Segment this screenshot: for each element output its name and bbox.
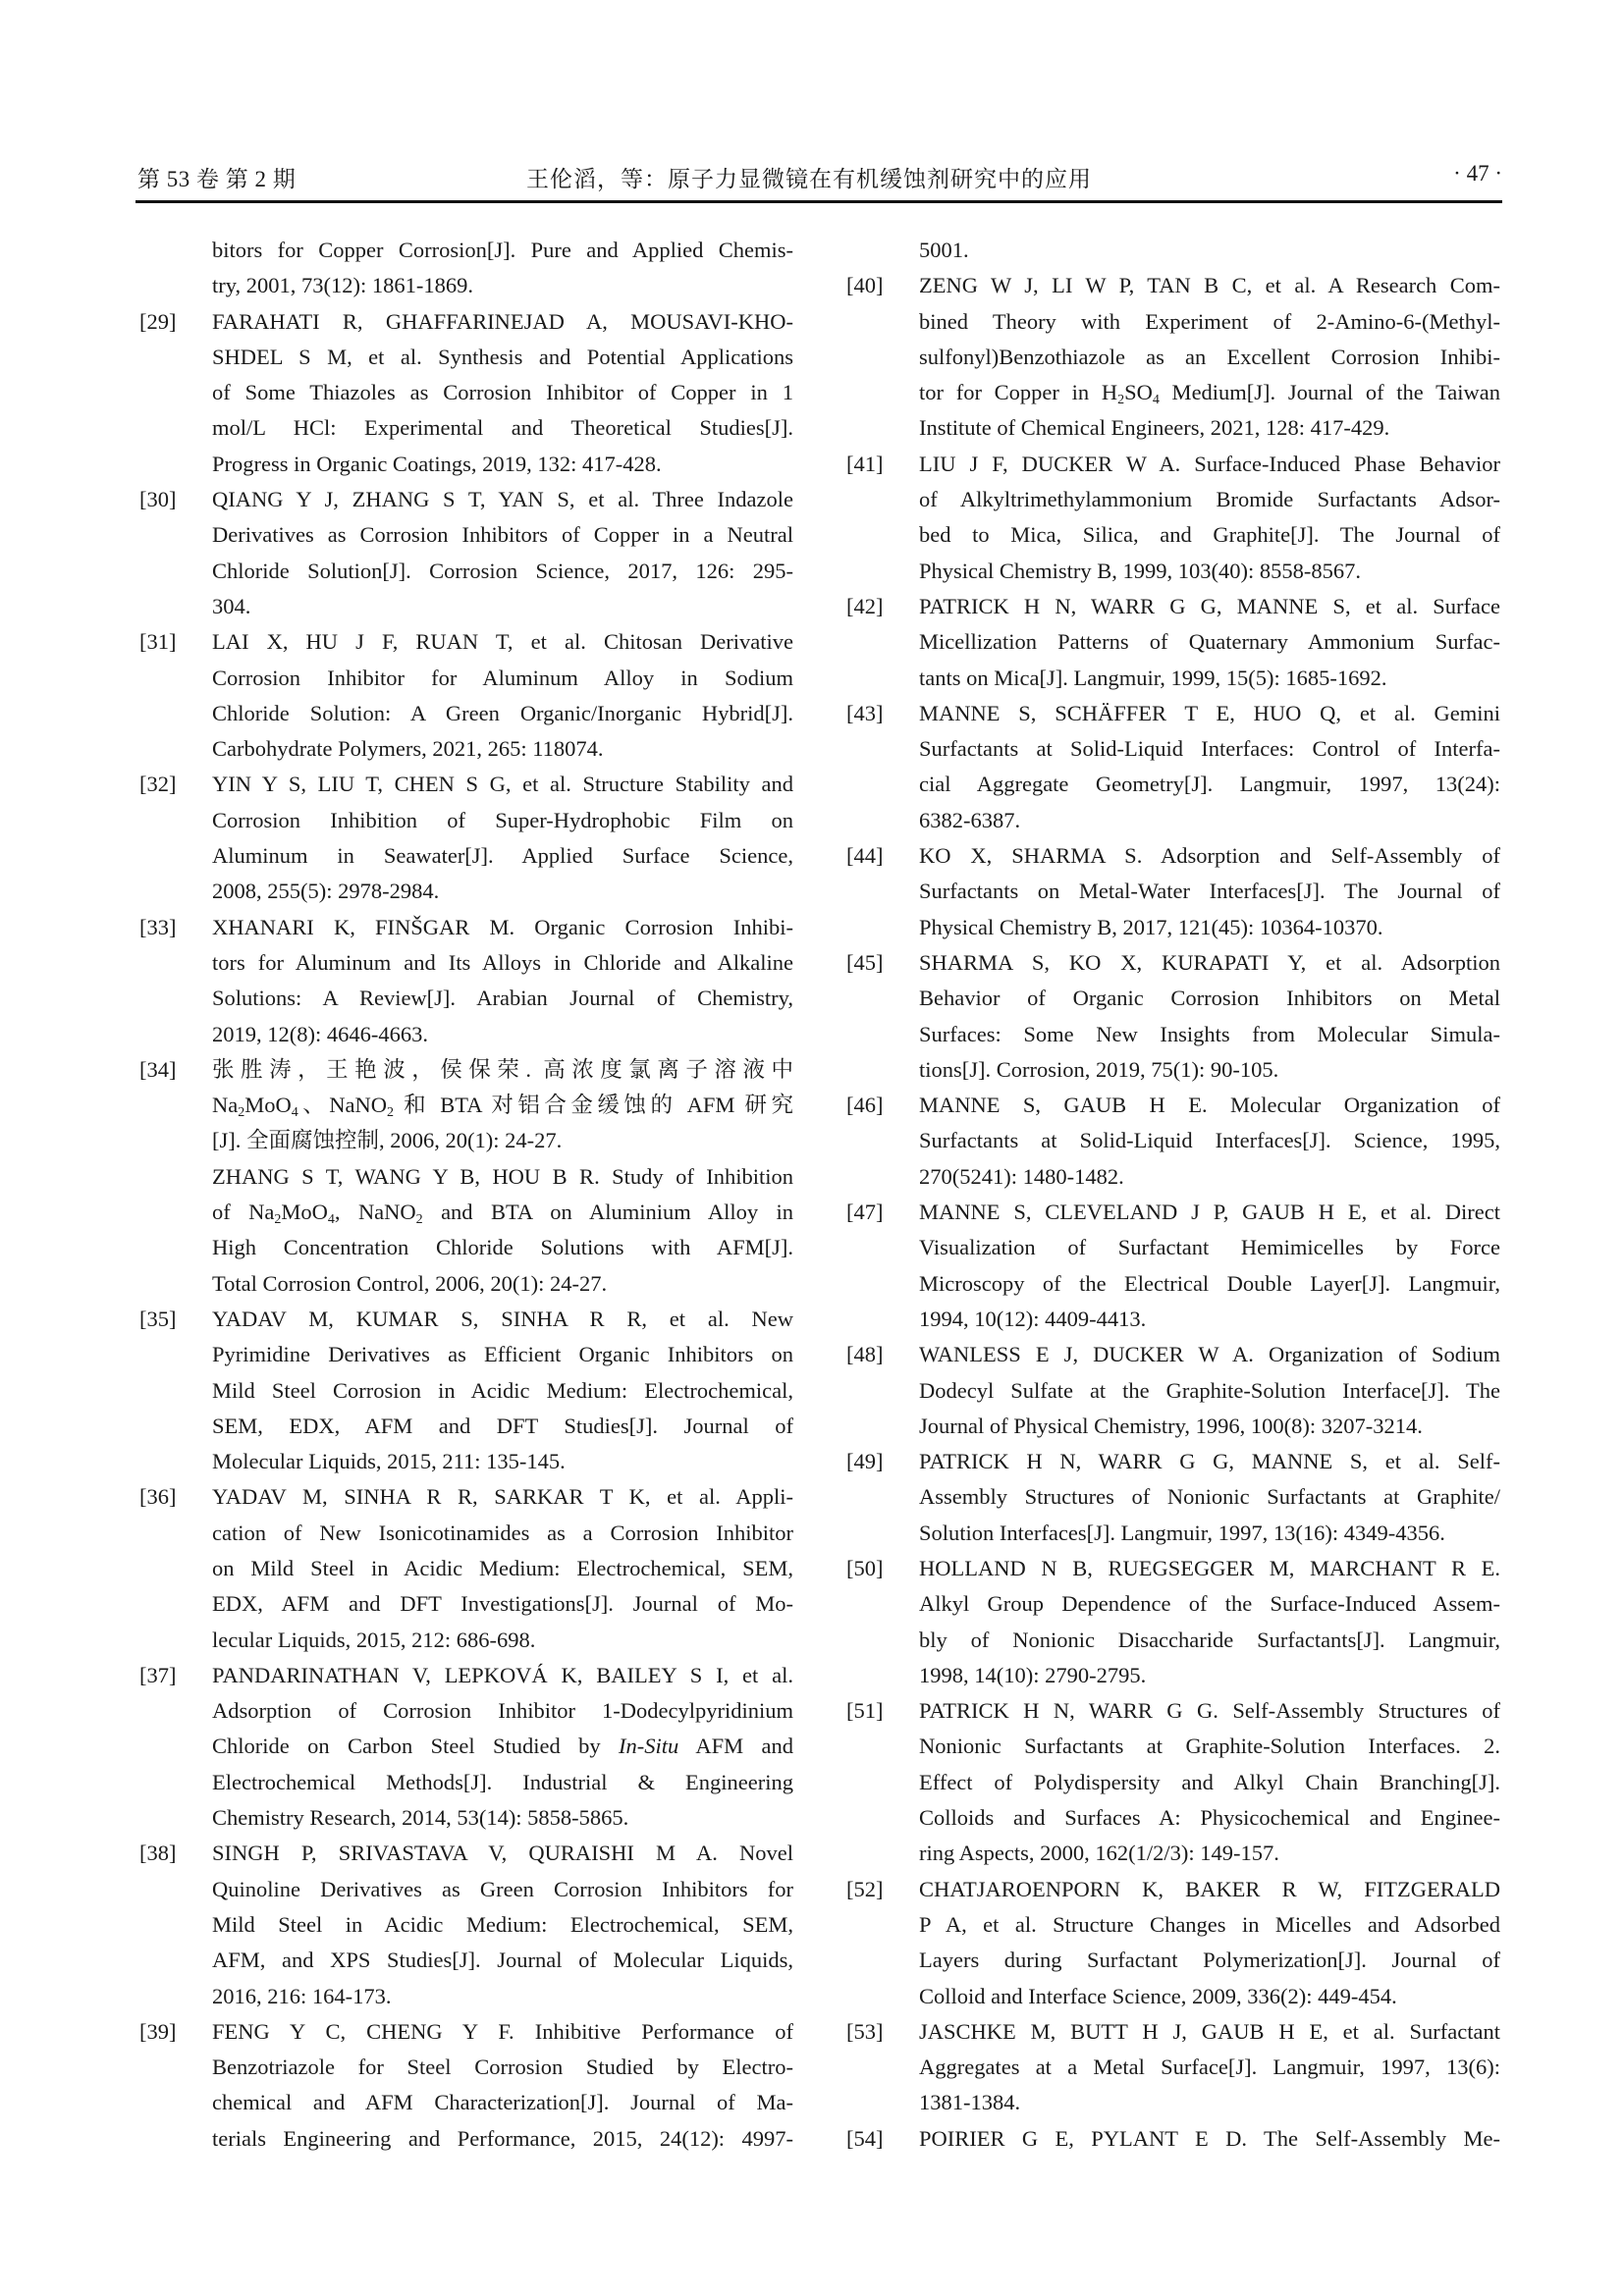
reference-number: [36]: [139, 1484, 177, 1510]
reference-line: SINGH P, SRIVASTAVA V, QURAISHI M A. Novel: [212, 1841, 793, 1866]
reference-number: [45]: [846, 949, 884, 975]
reference-line: [J]. 全面腐蚀控制, 2006, 20(1): 24-27.: [212, 1128, 563, 1153]
reference-line: YIN Y S, LIU T, CHEN S G, et al. Structure Stability and: [212, 772, 793, 797]
reference-line: Physical Chemistry B, 1999, 103(40): 8558-8567.: [919, 558, 1361, 583]
reference-line: bined Theory with Experiment of 2-Amino-6-(Methyl-: [919, 308, 1500, 334]
reference-entry: [842, 1444, 1500, 1551]
reference-continuation: [135, 233, 793, 304]
reference-entry: [135, 2014, 793, 2157]
reference-line: XHANARI K, FINŠGAR M. Organic Corrosion Inhibi-: [212, 914, 793, 939]
reference-line: Assembly Structures of Nonionic Surfactants at Graphite/: [919, 1484, 1500, 1510]
reference-entry: [842, 1872, 1500, 2014]
reference-entry: [135, 1302, 793, 1479]
reference-line: cation of New Isonicotinamides as a Corrosion Inhibitor: [212, 1520, 793, 1545]
reference-line: PATRICK H N, WARR G G. Self-Assembly Structures of: [919, 1698, 1500, 1724]
reference-line: Chloride Solution[J]. Corrosion Science, 2017, 126: 295-: [212, 558, 793, 583]
reference-line: of $Na_2MoO_4$, NaNO$_2$ and BTA on Aluminium Alloy in: [212, 1200, 794, 1228]
reference-line: Journal of Physical Chemistry, 1996, 100(8): 3207-3214.: [919, 1413, 1423, 1438]
reference-entry: [842, 1337, 1500, 1444]
reference-line: Carbohydrate Polymers, 2021, 265: 118074.: [212, 736, 604, 762]
reference-line: Solutions: A Review[J]. Arabian Journal of Chemistry,: [212, 986, 793, 1011]
reference-number: [43]: [846, 700, 884, 725]
reference-line: PATRICK H N, WARR G G, MANNE S, et al. Self-: [919, 1449, 1500, 1474]
reference-line: POIRIER G E, PYLANT E D. The Self-Assembly Me-: [919, 2125, 1500, 2151]
reference-line: on Mild Steel in Acidic Medium: Electrochemical, SEM,: [212, 1555, 793, 1580]
reference-line: YADAV M, SINHA R R, SARKAR T K, et al. Appli-: [212, 1484, 793, 1510]
reference-entry: [842, 2121, 1500, 2157]
right-column: [842, 233, 1500, 2157]
reference-line: sulfonyl)Benzothiazole as an Excellent Corrosion Inhibi-: [919, 344, 1500, 369]
reference-line: Colloid and Interface Science, 2009, 336(2): 449-454.: [919, 1983, 1397, 2008]
reference-line: Microscopy of the Electrical Double Layer[J]. Langmuir,: [919, 1270, 1500, 1296]
reference-line: LAI X, HU J F, RUAN T, et al. Chitosan Derivative: [212, 629, 793, 655]
reference-number: [30]: [139, 487, 177, 512]
reference-entry: [842, 696, 1500, 838]
reference-line: SHDEL S M, et al. Synthesis and Potential Applications: [212, 344, 793, 369]
reference-continuation: [842, 233, 1500, 268]
reference-number: [29]: [139, 308, 177, 334]
reference-line: Corrosion Inhibitor for Aluminum Alloy in Sodium: [212, 665, 793, 690]
reference-line: Pyrimidine Derivatives as Efficient Organic Inhibitors on: [212, 1342, 793, 1367]
left-column: [135, 233, 793, 2157]
reference-line: Quinoline Derivatives as Green Corrosion Inhibitors for: [212, 1876, 793, 1901]
reference-line: LIU J F, DUCKER W A. Surface-Induced Phase Behavior: [919, 451, 1500, 476]
reference-entry: [842, 1693, 1500, 1871]
reference-line: Total Corrosion Control, 2006, 20(1): 24-27.: [212, 1270, 608, 1296]
reference-line: of Alkyltrimethylammonium Bromide Surfactants Adsor-: [919, 487, 1500, 512]
reference-line: SHARMA S, KO X, KURAPATI Y, et al. Adsorption: [919, 949, 1500, 975]
reference-line: Benzotriazole for Steel Corrosion Studied by Electro-: [212, 2055, 793, 2080]
reference-number: [31]: [139, 629, 177, 655]
reference-line: HOLLAND N B, RUEGSEGGER M, MARCHANT R E.: [919, 1555, 1500, 1580]
reference-line: Surfactants on Metal-Water Interfaces[J]. The Journal of: [919, 879, 1500, 904]
reference-line: tants on Mica[J]. Langmuir, 1999, 15(5): 1685-1692.: [919, 665, 1387, 690]
reference-line: Chloride Solution: A Green Organic/Inorganic Hybrid[J].: [212, 700, 793, 725]
reference-line: lecular Liquids, 2015, 212: 686-698.: [212, 1627, 536, 1652]
reference-entry: [135, 910, 793, 1052]
reference-line: JASCHKE M, BUTT H J, GAUB H E, et al. Surfactant: [919, 2018, 1500, 2044]
reference-entry: [135, 1479, 793, 1657]
reference-number: [39]: [139, 2018, 177, 2044]
reference-line: KO X, SHARMA S. Adsorption and Self-Assembly of: [919, 843, 1500, 869]
reference-number: [54]: [846, 2125, 884, 2151]
reference-line: Surfactants at Solid-Liquid Interfaces[J]. Science, 1995,: [919, 1128, 1500, 1153]
reference-line: PATRICK H N, WARR G G, MANNE S, et al. Surface: [919, 593, 1500, 618]
reference-line: High Concentration Chloride Solutions with AFM[J].: [212, 1235, 793, 1260]
reference-number: [44]: [846, 843, 884, 869]
reference-line: chemical and AFM Characterization[J]. Journal of Ma-: [212, 2090, 793, 2115]
reference-entry: [135, 482, 793, 624]
reference-line: Mild Steel in Acidic Medium: Electrochemical, SEM,: [212, 1911, 793, 1937]
reference-line: PANDARINATHAN V, LEPKOVÁ K, BAILEY S I, et al.: [212, 1662, 793, 1687]
reference-line: Aluminum in Seawater[J]. Applied Surface Science,: [212, 843, 793, 869]
reference-line: Electrochemical Methods[J]. Industrial & Engineering: [212, 1769, 793, 1794]
reference-line: 5001.: [919, 238, 969, 262]
reference-line: tions[J]. Corrosion, 2019, 75(1): 90-105.: [919, 1056, 1279, 1082]
reference-number: [35]: [139, 1306, 177, 1331]
reference-line: CHATJAROENPORN K, BAKER R W, FITZGERALD: [919, 1876, 1500, 1901]
reference-line: P A, et al. Structure Changes in Micelles and Adsorbed: [919, 1911, 1500, 1937]
reference-entry: [135, 1052, 793, 1302]
reference-line: YADAV M, KUMAR S, SINHA R R, et al. New: [212, 1306, 793, 1331]
reference-line: Chloride on Carbon Steel Studied by In-Situ AFM and: [212, 1734, 794, 1759]
reference-number: [41]: [846, 451, 884, 476]
reference-line: ZHANG S T, WANG Y B, HOU B R. Study of Inhibition: [212, 1163, 793, 1189]
reference-line: 2019, 12(8): 4646-4663.: [212, 1021, 428, 1046]
reference-line: 304.: [212, 593, 251, 618]
reference-line: QIANG Y J, ZHANG S T, YAN S, et al. Three Indazole: [212, 487, 793, 512]
reference-entry: [135, 1836, 793, 2013]
reference-line: mol/L HCl: Experimental and Theoretical Studies[J].: [212, 415, 793, 441]
reference-line: Derivatives as Corrosion Inhibitors of Copper in a Neutral: [212, 522, 793, 548]
reference-line: WANLESS E J, DUCKER W A. Organization of Sodium: [919, 1342, 1500, 1367]
reference-line: bed to Mica, Silica, and Graphite[J]. The Journal of: [919, 522, 1500, 548]
reference-line: Effect of Polydispersity and Alkyl Chain Branching[J].: [919, 1769, 1500, 1794]
reference-line: Dodecyl Sulfate at the Graphite-Solution Interface[J]. The: [919, 1377, 1500, 1403]
reference-number: [51]: [846, 1698, 884, 1724]
reference-line: Molecular Liquids, 2015, 211: 135-145.: [212, 1449, 566, 1474]
reference-entry: [135, 1658, 793, 1836]
reference-entry: [842, 945, 1500, 1088]
reference-line: FENG Y C, CHENG Y F. Inhibitive Performance of: [212, 2018, 793, 2044]
reference-line: Institute of Chemical Engineers, 2021, 128: 417-429.: [919, 415, 1390, 441]
reference-line: Alkyl Group Dependence of the Surface-Induced Assem-: [919, 1591, 1500, 1617]
reference-entry: [842, 1195, 1500, 1337]
reference-line: terials Engineering and Performance, 2015, 24(12): 4997-: [212, 2125, 793, 2151]
reference-line: Aggregates at a Metal Surface[J]. Langmuir, 1997, 13(6):: [919, 2055, 1500, 2080]
reference-line: Surfaces: Some New Insights from Molecular Simula-: [919, 1021, 1500, 1046]
reference-line: bitors for Copper Corrosion[J]. Pure and Applied Chemis-: [212, 238, 793, 262]
reference-line: 1381-1384.: [919, 2090, 1021, 2115]
reference-line: cial Aggregate Geometry[J]. Langmuir, 1997, 13(24):: [919, 772, 1500, 797]
reference-line: MANNE S, GAUB H E. Molecular Organization of: [919, 1093, 1500, 1118]
reference-line: Nonionic Surfactants at Graphite-Solution Interfaces. 2.: [919, 1734, 1500, 1759]
reference-line: tors for Aluminum and Its Alloys in Chloride and Alkaline: [212, 949, 793, 975]
reference-entry: [842, 838, 1500, 945]
reference-entry: [135, 304, 793, 482]
reference-number: [38]: [139, 1841, 177, 1866]
reference-line: Layers during Surfactant Polymerization[J]. Journal of: [919, 1948, 1500, 1973]
reference-line: Surfactants at Solid-Liquid Interfaces: Control of Interfa-: [919, 736, 1500, 762]
reference-entry: [135, 767, 793, 909]
reference-line: Behavior of Organic Corrosion Inhibitors on Metal: [919, 986, 1500, 1011]
reference-line: Micellization Patterns of Quaternary Ammonium Surfac-: [919, 629, 1500, 655]
reference-line: Solution Interfaces[J]. Langmuir, 1997, 13(16): 4349-4356.: [919, 1520, 1445, 1545]
reference-line: 6382-6387.: [919, 807, 1021, 832]
reference-line: 1998, 14(10): 2790-2795.: [919, 1662, 1147, 1687]
reference-number: [37]: [139, 1662, 177, 1687]
running-header: [135, 157, 1502, 196]
reference-entry: [842, 1088, 1500, 1195]
reference-number: [46]: [846, 1093, 884, 1118]
reference-entry: [842, 589, 1500, 696]
reference-line: Visualization of Surfactant Hemimicelles by Force: [919, 1235, 1500, 1260]
reference-line: FARAHATI R, GHAFFARINEJAD A, MOUSAVI-KHO-: [212, 308, 793, 334]
reference-number: [50]: [846, 1555, 884, 1580]
reference-line: Physical Chemistry B, 2017, 121(45): 10364-10370.: [919, 914, 1383, 939]
reference-entry: [135, 624, 793, 767]
reference-line: Colloids and Surfaces A: Physicochemical and Enginee-: [919, 1805, 1500, 1831]
reference-line: Corrosion Inhibition of Super-Hydrophobic Film on: [212, 807, 793, 832]
reference-line: Mild Steel Corrosion in Acidic Medium: Electrochemical,: [212, 1377, 793, 1403]
reference-line: $Na_2MoO_4$、NaNO$_2$ 和 BTA 对铝合金缓蚀的 AFM 研究: [212, 1093, 793, 1121]
reference-line: MANNE S, CLEVELAND J P, GAUB H E, et al. Direct: [919, 1200, 1500, 1225]
reference-number: [49]: [846, 1449, 884, 1474]
reference-line: EDX, AFM and DFT Investigations[J]. Journal of Mo-: [212, 1591, 793, 1617]
reference-number: [52]: [846, 1876, 884, 1901]
reference-line: Chemistry Research, 2014, 53(14): 5858-5865.: [212, 1805, 629, 1831]
reference-line: 2008, 255(5): 2978-2984.: [212, 879, 440, 904]
reference-number: [47]: [846, 1200, 884, 1225]
volume-issue: 第 53 卷 第 2 期: [137, 167, 297, 191]
reference-line: tor for Copper in $H_2SO_4$ Medium[J]. Journal of the Taiwan: [919, 380, 1500, 408]
reference-number: [32]: [139, 772, 177, 797]
reference-number: [34]: [139, 1056, 177, 1082]
reference-number: [53]: [846, 2018, 884, 2044]
reference-line: 2016, 216: 164-173.: [212, 1983, 392, 2008]
reference-line: 张胜涛，王艳波，侯保荣. 高浓度氯离子溶液中: [212, 1056, 793, 1082]
reference-line: MANNE S, SCHÄFFER T E, HUO Q, et al. Gemini: [919, 700, 1500, 725]
reference-line: ring Aspects, 2000, 162(1/2/3): 149-157.: [919, 1841, 1279, 1866]
reference-line: Adsorption of Corrosion Inhibitor 1-Dodecylpyridinium: [212, 1698, 793, 1724]
reference-number: [48]: [846, 1342, 884, 1367]
reference-number: [33]: [139, 914, 177, 939]
reference-line: bly of Nonionic Disaccharide Surfactants[J]. Langmuir,: [919, 1627, 1500, 1652]
running-title: 王伦滔，等：原子力显微镜在有机缓蚀剂研究中的应用: [526, 167, 1092, 191]
reference-entry: [842, 1551, 1500, 1693]
header-rule: [135, 200, 1502, 203]
reference-line: try, 2001, 73(12): 1861-1869.: [212, 273, 474, 298]
reference-number: [40]: [846, 273, 884, 298]
reference-line: Progress in Organic Coatings, 2019, 132: 417-428.: [212, 451, 662, 476]
reference-line: 270(5241): 1480-1482.: [919, 1163, 1124, 1189]
reference-line: ZENG W J, LI W P, TAN B C, et al. A Research Com-: [919, 273, 1500, 298]
reference-entry: [842, 2014, 1500, 2121]
reference-entry: [842, 447, 1500, 589]
reference-entry: [842, 268, 1500, 446]
reference-line: SEM, EDX, AFM and DFT Studies[J]. Journal of: [212, 1413, 793, 1438]
reference-line: of Some Thiazoles as Corrosion Inhibitor of Copper in 1: [212, 380, 793, 405]
page-number: · 47 ·: [1453, 161, 1502, 186]
reference-line: 1994, 10(12): 4409-4413.: [919, 1306, 1147, 1331]
reference-number: [42]: [846, 593, 884, 618]
reference-line: AFM, and XPS Studies[J]. Journal of Molecular Liquids,: [212, 1948, 793, 1973]
